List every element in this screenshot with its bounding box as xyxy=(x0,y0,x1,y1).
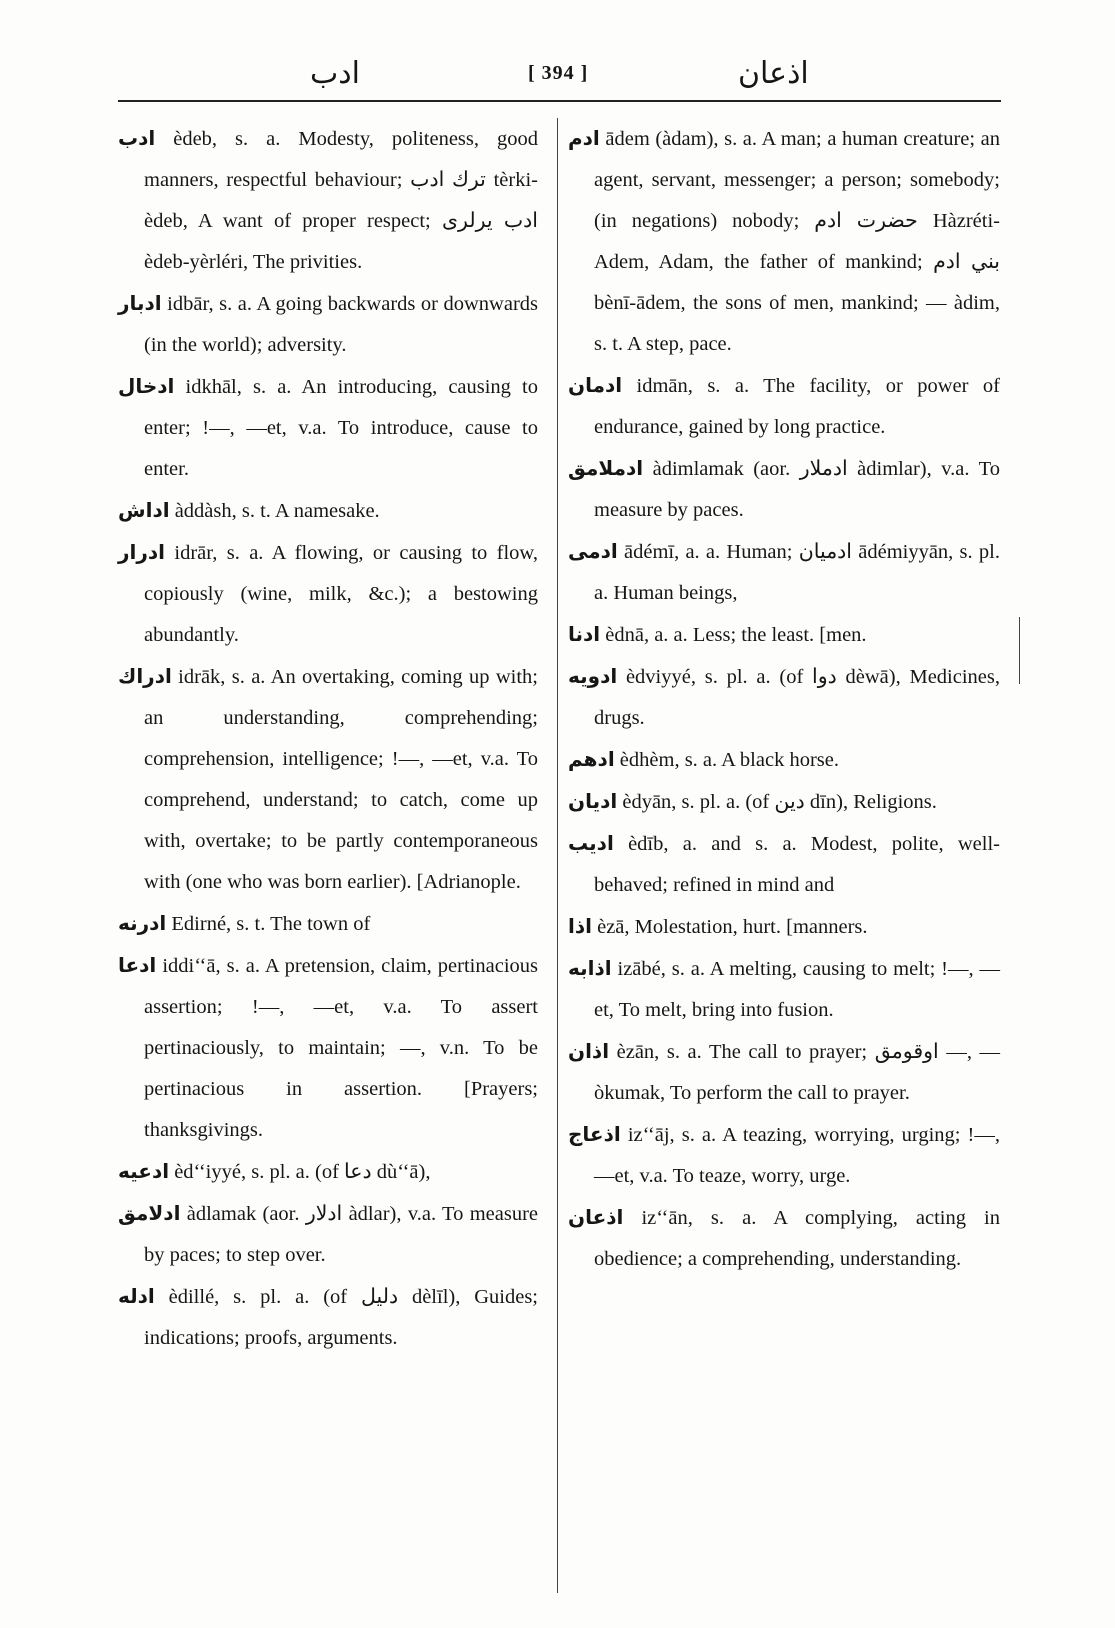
dictionary-entry xyxy=(118,283,538,366)
dictionary-entry xyxy=(568,1197,1000,1280)
entry-headword-arabic: ادرنه xyxy=(118,911,167,935)
entry-headword-arabic: ادلامق xyxy=(118,1201,181,1225)
entry-headword-arabic: ادمى xyxy=(568,539,618,563)
entry-text: èzān, s. a. The call to prayer; اوقومق —, — òkumak, To perform the call to prayer. xyxy=(594,1041,1001,1104)
right-column xyxy=(568,118,1000,1280)
entry-text: iz‘‘ān, s. a. A complying, acting in obedience; a comprehending, understanding. xyxy=(594,1207,1000,1270)
entry-headword-arabic: ادله xyxy=(118,1284,155,1308)
header-rule xyxy=(118,100,1001,102)
dictionary-entry xyxy=(118,490,538,532)
dictionary-entry xyxy=(568,1031,1000,1114)
column-divider xyxy=(557,118,558,1593)
dictionary-entry xyxy=(118,945,538,1151)
entry-headword-arabic: اذعاج xyxy=(568,1122,621,1146)
entry-headword-arabic: اداش xyxy=(118,498,170,522)
entry-headword-arabic: ادراك xyxy=(118,664,172,688)
entry-text: èdeb, s. a. Modesty, politeness, good manners, respectful behaviour; ترك ادب tèrki-èdeb, A want of proper respect; ادب يرلرى èdeb-yèrléri, The privities. xyxy=(144,128,539,273)
entry-headword-arabic: ادعا xyxy=(118,953,157,977)
dictionary-entry xyxy=(118,1151,538,1193)
entry-text: àdlamak (aor. ادلار àdlar), v.a. To measure by paces; to step over. xyxy=(144,1203,538,1266)
entry-text: èdviyyé, s. pl. a. (of دوا dèwā), Medicines, drugs. xyxy=(594,666,1000,729)
entry-text: àddàsh, s. t. A namesake. xyxy=(174,500,380,522)
entry-headword-arabic: ادرار xyxy=(118,540,166,564)
entry-text: èzā, Molestation, hurt. [manners. xyxy=(597,916,868,938)
dictionary-entry xyxy=(568,448,1000,531)
dictionary-entry xyxy=(568,365,1000,448)
entry-headword-arabic: ادملامق xyxy=(568,456,644,480)
entry-text: idkhāl, s. a. An introducing, causing to enter; !—, —et, v.a. To introduce, cause to enter. xyxy=(144,376,538,480)
entry-headword-arabic: ادنا xyxy=(568,622,601,646)
entry-text: èdillé, s. pl. a. (of دليل dèlīl), Guides; indications; proofs, arguments. xyxy=(144,1286,538,1349)
dictionary-entry xyxy=(118,532,538,656)
entry-headword-arabic: ادب xyxy=(118,126,156,150)
page-header xyxy=(120,52,1000,100)
entry-headword-arabic: اذان xyxy=(568,1039,610,1063)
dictionary-entry xyxy=(118,1193,538,1276)
margin-mark xyxy=(1019,617,1020,684)
entry-text: idrār, s. a. A flowing, or causing to flow, copiously (wine, milk, &c.); a bestowing abundantly. xyxy=(144,542,538,646)
entry-text: èd‘‘iyyé, s. pl. a. (of دعا dù‘‘ā), xyxy=(174,1161,431,1183)
dictionary-entry xyxy=(118,903,538,945)
running-head-right: اذعان xyxy=(738,56,809,91)
entry-text: àdimlamak (aor. ادملار àdimlar), v.a. To measure by paces. xyxy=(594,458,1001,521)
dictionary-entry xyxy=(568,531,1000,614)
dictionary-entry xyxy=(118,1276,538,1359)
dictionary-entry xyxy=(568,118,1000,365)
dictionary-entry xyxy=(568,906,1000,948)
entry-headword-arabic: اذعان xyxy=(568,1205,624,1229)
entry-text: èdīb, a. and s. a. Modest, polite, well-behaved; refined in mind and xyxy=(594,833,1000,896)
entry-headword-arabic: ادويه xyxy=(568,664,618,688)
dictionary-entry xyxy=(568,739,1000,781)
entry-text: èdhèm, s. a. A black horse. xyxy=(619,749,839,771)
entry-headword-arabic: ادهم xyxy=(568,747,615,771)
dictionary-entry xyxy=(118,118,538,283)
entry-text: iddi‘‘ā, s. a. A pretension, claim, pertinacious assertion; !—, —et, v.a. To assert pertinaciously, to maintain; —, v.n. To be pertinacious in assertion. [Prayers; thanksgivings. xyxy=(144,955,538,1141)
dictionary-entry xyxy=(568,823,1000,906)
entry-text: Edirné, s. t. The town of xyxy=(171,913,371,935)
entry-text: ādem (àdam), s. a. A man; a human creature; an agent, servant, messenger; a person; somebody; (in negations) nobody; حضرت ادم Hàzréti-Adem, Adam, the father of mankind; بني ادم bènī-ādem, the sons of men, mankind; — àdim, s. t. A step, pace. xyxy=(594,128,1001,355)
entry-text: izābé, s. a. A melting, causing to melt; !—, —et, To melt, bring into fusion. xyxy=(594,958,1000,1021)
entry-headword-arabic: ادم xyxy=(568,126,600,150)
dictionary-entry xyxy=(568,1114,1000,1197)
entry-text: idmān, s. a. The facility, or power of endurance, gained by long practice. xyxy=(594,375,1000,438)
entry-headword-arabic: اذابه xyxy=(568,956,612,980)
entry-headword-arabic: ادخال xyxy=(118,374,175,398)
entry-text: idbār, s. a. A going backwards or downwards (in the world); adversity. xyxy=(144,293,539,356)
running-head-left: ادب xyxy=(310,56,360,91)
dictionary-entry xyxy=(568,781,1000,823)
dictionary-entry xyxy=(568,656,1000,739)
entry-headword-arabic: اديب xyxy=(568,831,614,855)
entry-headword-arabic: اديان xyxy=(568,789,618,813)
entry-headword-arabic: ادبار xyxy=(118,291,162,315)
entry-text: èdyān, s. pl. a. (of دين dīn), Religions. xyxy=(622,791,937,813)
dictionary-entry xyxy=(568,614,1000,656)
entry-headword-arabic: ادعيه xyxy=(118,1159,170,1183)
dictionary-entry xyxy=(568,948,1000,1031)
dictionary-entry xyxy=(118,656,538,903)
entry-text: ādémī, a. a. Human; ادميان ādémiyyān, s. pl. a. Human beings, xyxy=(594,541,1000,604)
entry-headword-arabic: ادمان xyxy=(568,373,623,397)
entry-headword-arabic: اذا xyxy=(568,914,592,938)
entry-text: idrāk, s. a. An overtaking, coming up with; an understanding, comprehending; comprehension, intelligence; !—, —et, v.a. To comprehend, understand; to catch, come up with, overtake; to be partly contemporaneous with (one who was born earlier). [Adrianople. xyxy=(144,666,538,893)
page-number: [ 394 ] xyxy=(528,62,589,84)
entry-text: èdnā, a. a. Less; the least. [men. xyxy=(605,624,867,646)
dictionary-entry xyxy=(118,366,538,490)
entry-text: iz‘‘āj, s. a. A teazing, worrying, urging; !—, —et, v.a. To teaze, worry, urge. xyxy=(594,1124,1001,1187)
left-column xyxy=(118,118,538,1359)
